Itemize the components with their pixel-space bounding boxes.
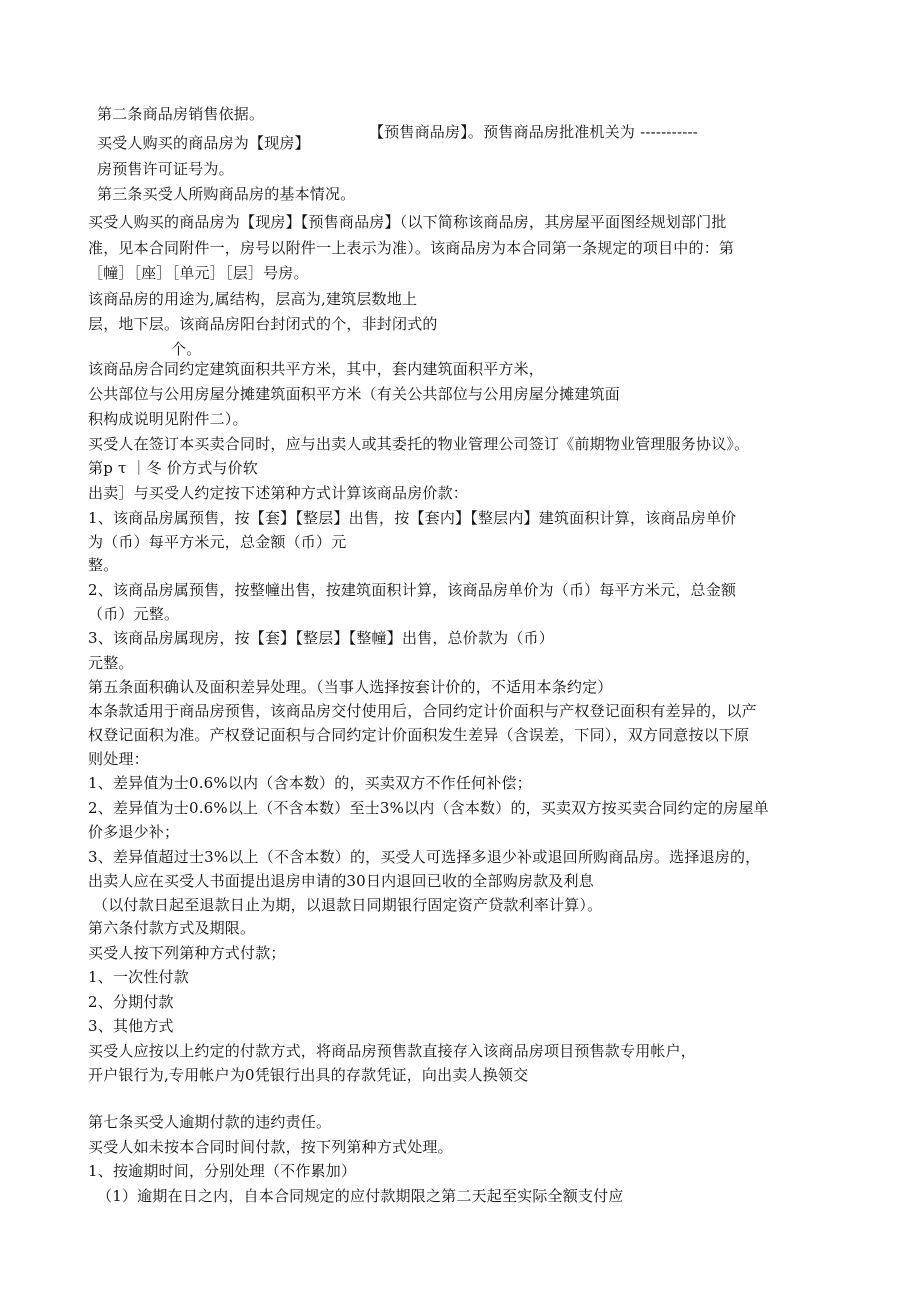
text-line: 1、该商品房属预售，按【套】【整层】出售，按【套内】【整层内】建筑面积计算，该商品房单价 bbox=[88, 509, 737, 527]
list-item: 1、一次性付款 bbox=[88, 968, 189, 986]
text-line: （币）元整。 bbox=[88, 605, 180, 623]
text-line: 买受人应按以上约定的付款方式，将商品房预售款直接存入该商品房项目预售款专用帐户， bbox=[88, 1042, 697, 1060]
text-line: 2、该商品房属预售，按整幢出售，按建筑面积计算，该商品房单价为（币）每平方米元，总金额 bbox=[88, 581, 737, 599]
text-line: 为（币）每平方米元，总金额（币）元 bbox=[88, 533, 347, 551]
text-line: 3、该商品房属现房，按【套】【整层】【整幢】出售，总价款为（币） bbox=[88, 629, 554, 647]
text-line: 层，地下层。该商品房阳台封闭式的个，非封闭式的 bbox=[88, 315, 438, 333]
text-line: 买受人按下列第种方式付款； bbox=[88, 944, 286, 962]
text-line: 积构成说明见附件二）。 bbox=[88, 410, 248, 428]
article-6-heading: 第六条付款方式及期限。 bbox=[88, 919, 256, 937]
article-4-heading: 第p τ ｜冬 价方式与价软 bbox=[88, 459, 259, 477]
text-line: （以付款日起至退款日止为期，以退款日同期银行固定资产贷款利率计算）。 bbox=[93, 896, 603, 914]
text-line: 本条款适用于商品房预售，该商品房交付使用后，合同约定计价面积与产权登记面积有差异的，以产 bbox=[88, 702, 757, 720]
article-2-heading: 第二条商品房销售依据。 bbox=[97, 105, 265, 123]
text-line: 该商品房合同约定建筑面积共平方米，其中，套内建筑面积平方米， bbox=[88, 360, 545, 378]
article-7-heading: 第七条买受人逾期付款的违约责任。 bbox=[88, 1113, 332, 1131]
text-line: 房预售许可证号为。 bbox=[97, 160, 234, 178]
list-item: 2、分期付款 bbox=[88, 993, 174, 1011]
text-line: 买受人在签订本买卖合同时，应与出卖人或其委托的物业管理公司签订《前期物业管理服务协议》。 bbox=[88, 435, 750, 453]
text-line: 1、按逾期时间，分别处理（不作累加） bbox=[88, 1162, 357, 1180]
text-line: 出卖人应在买受人书面提出退房申请的30日内退回已收的全部购房款及利息 bbox=[88, 872, 594, 890]
text-line: 则处理： bbox=[88, 750, 149, 768]
text-line: 权登记面积为准。产权登记面积与合同约定计价面积发生差异（含误差，下同），双方同意按以下原 bbox=[88, 726, 750, 744]
presale-approval-line: 【预售商品房】。预售商品房批准机关为 ----------- bbox=[369, 123, 699, 141]
text-line: ［幢］［座］［单元］［层］号房。 bbox=[88, 264, 309, 282]
text-line: 2、差异值为士0.6%以上（不含本数）至士3%以内（含本数）的，买卖双方按买卖合同约定的房屋单 bbox=[88, 799, 769, 817]
text-line: 整。 bbox=[88, 556, 119, 574]
list-item: 3、其他方式 bbox=[88, 1017, 174, 1035]
text-line: 出卖］与买受人约定按下述第种方式计算该商品房价款： bbox=[88, 484, 469, 502]
text-line: 买受人购买的商品房为【现房】【预售商品房】（以下简称该商品房，其房屋平面图经规划部门批 bbox=[88, 213, 727, 231]
text-line: 元整。 bbox=[88, 654, 134, 672]
text-line: 公共部位与公用房屋分摊建筑面积平方米（有关公共部位与公用房屋分摊建筑面 bbox=[88, 385, 621, 403]
text-line: 买受人如未按本合同时间付款，按下列第种方式处理。 bbox=[88, 1138, 453, 1156]
text-line: 3、差异值超过士3%以上（不含本数）的，买受人可选择多退少补或退回所购商品房。选择退房的， bbox=[88, 848, 761, 866]
text-line: 该商品房的用途为,属结构，层高为,建筑层数地上 bbox=[88, 290, 418, 308]
text-line: 1、差异值为士0.6%以内（含本数）的，买卖双方不作任何补偿； bbox=[88, 774, 532, 792]
text-line: （1）逾期在日之内，自本合同规定的应付款期限之第二天起至实际全额支付应 bbox=[97, 1187, 624, 1205]
article-5-heading: 第五条面积确认及面积差异处理。（当事人选择按套计价的，不适用本条约定） bbox=[88, 678, 613, 696]
text-line: 买受人购买的商品房为【现房】 bbox=[97, 134, 310, 152]
article-3-heading: 第三条买受人所购商品房的基本情况。 bbox=[97, 185, 356, 203]
text-line: 开户银行为,专用帐户为0凭银行出具的存款凭证，向出卖人换领交 bbox=[88, 1066, 529, 1084]
text-line: 价多退少补； bbox=[88, 823, 180, 841]
text-line: 准，见本合同附件一，房号以附件一上表示为准）。该商品房为本合同第一条规定的项目中的：第 bbox=[88, 239, 735, 257]
text-line: 个。 bbox=[171, 340, 202, 358]
